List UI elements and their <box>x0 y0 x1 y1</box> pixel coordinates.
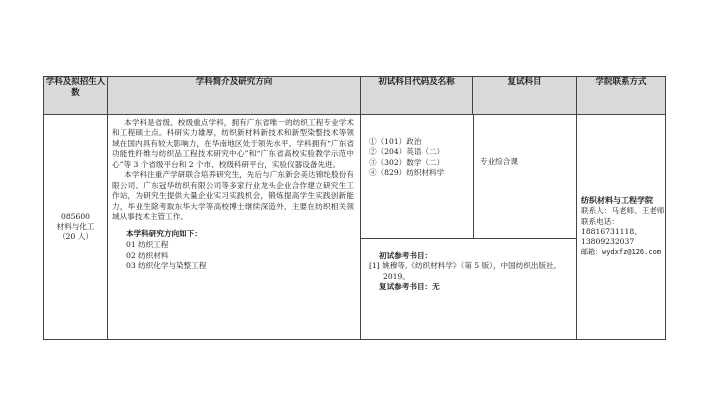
initial-ref-title: 初试参考书目： <box>379 251 433 260</box>
admission-table-wrapper <box>43 76 665 340</box>
table-row <box>44 115 666 340</box>
intro-paragraph-2: 本学科注重产学研联合培养研究生，先后与广东新会美达锦纶股份有限公司、广东冠华纺织有限公司等多家行业龙头企业合作建立研究生工作站，为研究生提供大量企业实习实践机会，锻炼提高学生实践创新能力，毕业生除考取东华大学等高校博士继续深造外，主要在纺织相关领域从事技术主管工作。 <box>112 170 354 222</box>
exam-subject-3: ③（302）数学（二） <box>369 157 445 167</box>
intro-paragraph-1: 本学科是省级、校级重点学科，拥有广东省唯一的纺织工程专业学术和工程硕士点。科研实力雄厚，纺织新材料新技术和新型染整技术等领域在国内具有较大影响力，在华南地区处于领先水平。学科拥有“广东省功能性纤维与纺织品工程技术研究中心”和“广东省高校实验教学示范中心”等 3 个省级平台和 2 个市、校级科研平台，实验仪器设备先进。 <box>112 118 354 169</box>
header-exam-subjects: 初试科目代码及名称 <box>361 77 473 115</box>
contact-phone-2: 13809232037 <box>581 237 635 247</box>
retest-ref: 复试参考书目：无 <box>379 282 440 292</box>
subject-code: 085600 <box>61 211 90 221</box>
header-subject-count: 学科及拟招生人数 <box>44 77 108 115</box>
subject-count: （20 人） <box>58 232 93 242</box>
subject-name: 材料与化工 <box>56 221 95 231</box>
header-row <box>44 77 666 115</box>
header-retest-subject: 复试科目 <box>473 77 577 115</box>
subject-cell <box>44 115 108 340</box>
direction-item-2: 02 纺织材料 <box>126 250 169 260</box>
directions-title: 本学科研究方向如下： <box>126 228 202 238</box>
exam-subject-2: ②（204）英语（二） <box>369 147 445 157</box>
initial-ref-line-1: [1] 姚穆等,《纺织材料学》（第 5 版），中国纺织出版社, <box>369 261 557 271</box>
contact-person: 联系人：马老师、王老师 <box>581 206 665 216</box>
intro-cell <box>108 115 361 340</box>
direction-item-1: 01 纺织工程 <box>126 240 169 250</box>
exam-subject-1: ①（101）政治 <box>369 137 422 146</box>
exam-cell <box>361 115 577 340</box>
contact-cell <box>577 115 666 340</box>
contact-email: 邮箱：wydxfz@126.com <box>581 247 662 256</box>
header-contact: 学院联系方式 <box>577 77 666 115</box>
retest-subject: 专业综合课 <box>480 157 518 166</box>
admission-table <box>43 76 666 340</box>
exam-subject-4: ④（829）纺织材料学 <box>369 168 445 178</box>
contact-phone-1: 联系电话：18816731118、 <box>581 216 642 236</box>
header-intro-directions: 学科简介及研究方向 <box>108 77 361 115</box>
direction-item-3: 03 纺织化学与染整工程 <box>126 261 207 271</box>
initial-ref-line-2: 2019。 <box>383 271 410 281</box>
college-name: 纺织材料与工程学院 <box>581 195 653 205</box>
